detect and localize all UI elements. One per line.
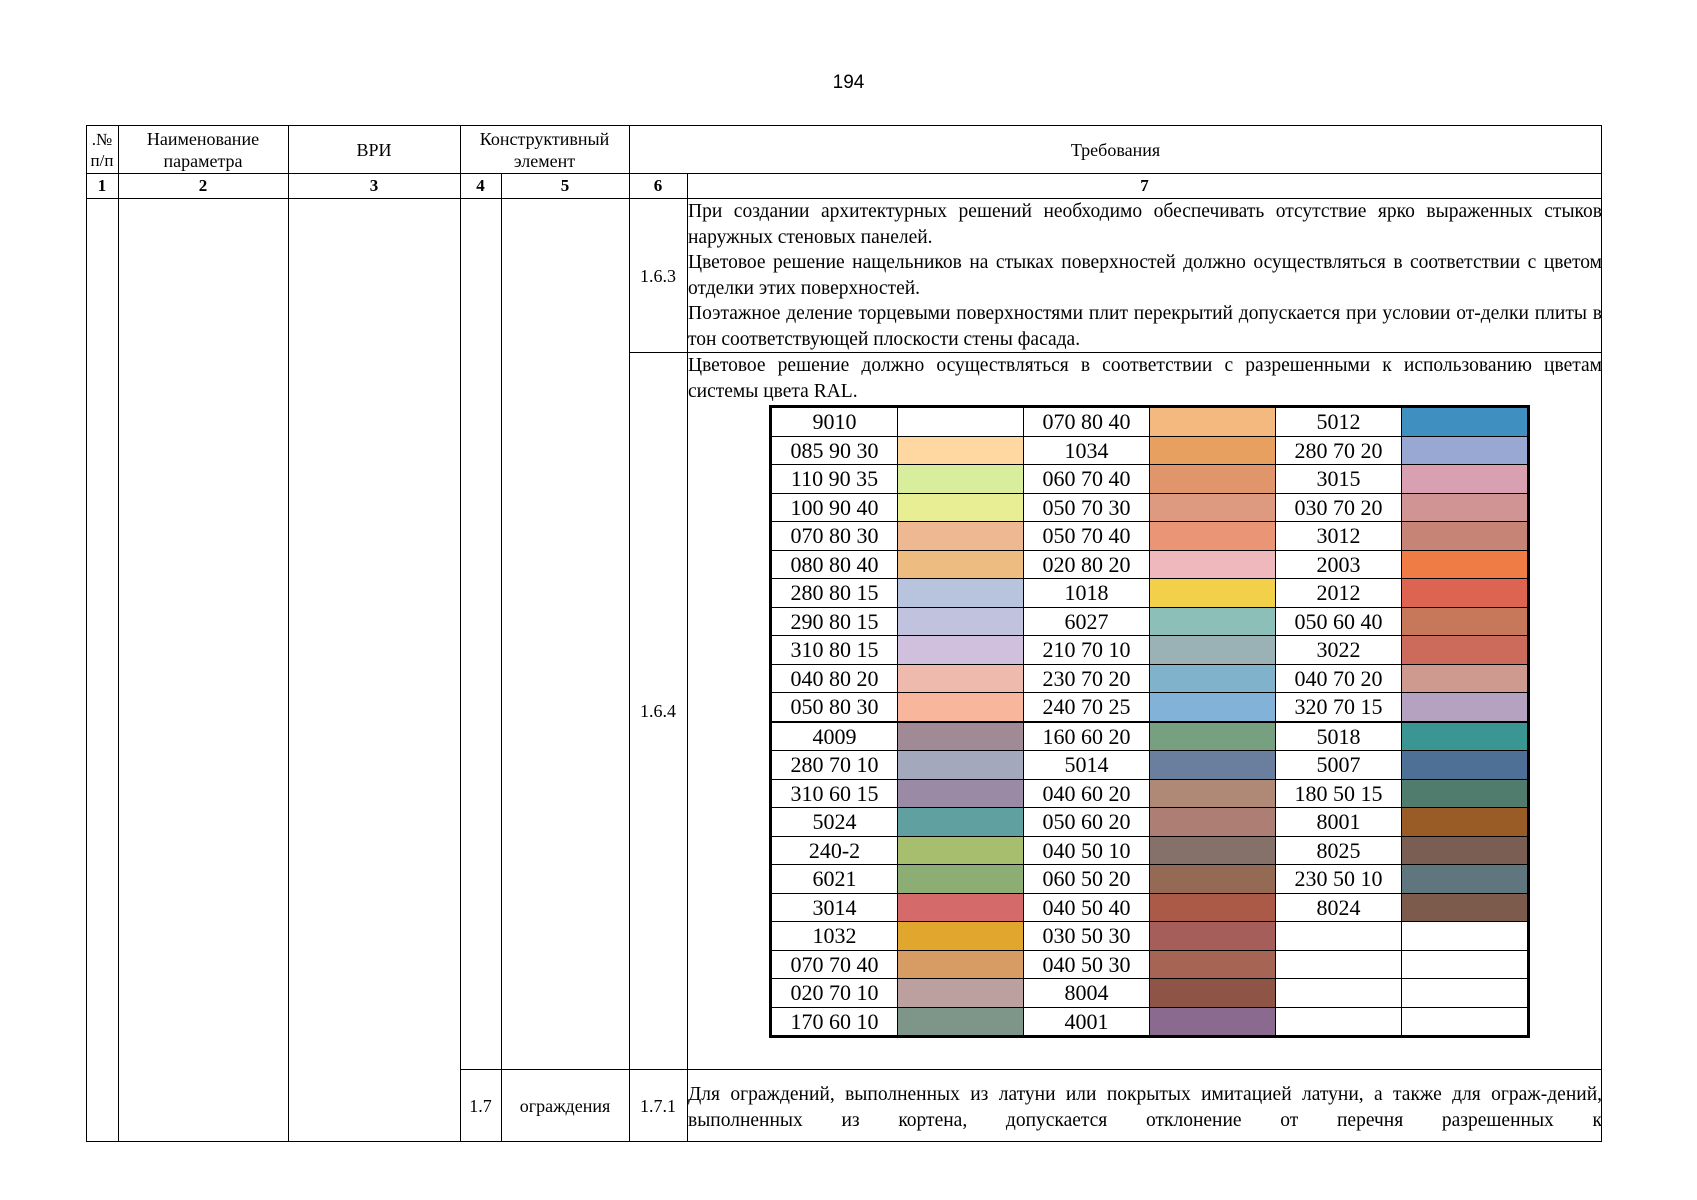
ral-swatch — [1150, 893, 1276, 922]
ral-code: 030 70 20 — [1276, 493, 1402, 522]
ral-swatch — [898, 636, 1024, 665]
ral-row — [771, 779, 1529, 808]
ral-swatch — [898, 979, 1024, 1008]
ral-swatch — [1402, 950, 1529, 979]
ral-code: 240 70 25 — [1024, 693, 1150, 722]
ral-code: 040 50 30 — [1024, 950, 1150, 979]
ral-code: 3014 — [771, 893, 898, 922]
ral-code: 050 60 20 — [1024, 808, 1150, 837]
column-divider — [118, 125, 119, 1142]
element-fences: ограждения — [519, 1096, 611, 1116]
ral-row — [771, 751, 1529, 780]
ral-code: 310 60 15 — [771, 779, 898, 808]
ral-row — [771, 522, 1529, 551]
column-number: 6 — [653, 176, 663, 195]
ral-swatch — [1150, 865, 1276, 894]
ral-swatch — [1150, 1007, 1276, 1037]
column-number: 7 — [1140, 176, 1149, 195]
ral-swatch — [1150, 779, 1276, 808]
ral-swatch — [1150, 950, 1276, 979]
header-vri: ВРИ — [356, 140, 392, 160]
header-construct: Конструктивный элемент — [479, 129, 610, 171]
ral-code: 020 70 10 — [771, 979, 898, 1008]
ral-code: 5024 — [771, 808, 898, 837]
ral-swatch — [898, 607, 1024, 636]
paragraph: Цветовое решение нащельников на стыках поверхностей должно осуществляться в соответствии с цветом отделки этих поверхностей. — [688, 252, 1602, 299]
ral-row — [771, 865, 1529, 894]
ral-code: 5007 — [1276, 751, 1402, 780]
paragraph: При создании архитектурных решений необходимо обеспечивать отсутствие ярко выраженных стыков наружных стеновых панелей. — [688, 201, 1602, 248]
column-number: 2 — [198, 176, 208, 195]
ral-swatch — [1150, 493, 1276, 522]
ral-code: 5014 — [1024, 751, 1150, 780]
ral-code — [1276, 1007, 1402, 1037]
ral-code: 050 70 40 — [1024, 522, 1150, 551]
ral-code: 080 80 40 — [771, 550, 898, 579]
ral-code: 210 70 10 — [1024, 636, 1150, 665]
ral-row — [771, 493, 1529, 522]
ral-swatch — [1402, 693, 1529, 722]
ral-code: 030 50 30 — [1024, 922, 1150, 951]
column-number: 1 — [97, 176, 107, 195]
ral-code: 040 50 40 — [1024, 893, 1150, 922]
ral-swatch — [898, 664, 1024, 693]
requirement-1-6-4 — [688, 353, 1602, 404]
ral-swatch — [898, 493, 1024, 522]
ral-swatch — [898, 922, 1024, 951]
ral-swatch — [1402, 636, 1529, 665]
ral-swatch — [1150, 579, 1276, 608]
paragraph: Поэтажное деление торцевыми поверхностями плит перекрытий допускается при условии от-делки плиты в тон соответствующей плоскости стены фасада. — [688, 303, 1602, 350]
ral-row — [771, 693, 1529, 722]
ral-code: 1018 — [1024, 579, 1150, 608]
ral-swatch — [1402, 550, 1529, 579]
ral-swatch — [1150, 465, 1276, 494]
column-divider — [288, 125, 289, 1142]
ral-code: 280 70 20 — [1276, 436, 1402, 465]
page-number: 194 — [832, 72, 865, 93]
ral-swatch — [1402, 493, 1529, 522]
ral-code: 4001 — [1024, 1007, 1150, 1037]
ral-swatch — [898, 465, 1024, 494]
ral-code: 3015 — [1276, 465, 1402, 494]
ral-swatch — [898, 1007, 1024, 1037]
header-num: .№ п/п — [90, 130, 114, 170]
ral-swatch — [898, 865, 1024, 894]
ral-swatch — [1402, 779, 1529, 808]
paragraph: Цветовое решение должно осуществляться в соответствии с разрешенными к использованию цветам системы цвета RAL. — [688, 355, 1602, 402]
ral-swatch — [1402, 522, 1529, 551]
ral-code: 040 80 20 — [771, 664, 898, 693]
ral-code: 170 60 10 — [771, 1007, 898, 1037]
ral-swatch — [1150, 751, 1276, 780]
ral-swatch — [1402, 979, 1529, 1008]
ral-swatch — [1402, 664, 1529, 693]
ral-swatch — [1150, 722, 1276, 751]
ral-code: 2003 — [1276, 550, 1402, 579]
section-1-7: 1.7 — [469, 1096, 492, 1116]
ral-swatch — [1150, 407, 1276, 437]
ral-code: 290 80 15 — [771, 607, 898, 636]
ral-code: 085 90 30 — [771, 436, 898, 465]
ral-swatch — [1150, 664, 1276, 693]
ral-code: 320 70 15 — [1276, 693, 1402, 722]
ral-row — [771, 1007, 1529, 1037]
ral-code: 4009 — [771, 722, 898, 751]
ral-code: 8025 — [1276, 836, 1402, 865]
ral-code: 160 60 20 — [1024, 722, 1150, 751]
ral-swatch — [898, 779, 1024, 808]
ral-swatch — [898, 522, 1024, 551]
ral-swatch — [1402, 579, 1529, 608]
ral-code: 310 80 15 — [771, 636, 898, 665]
ral-code: 110 90 35 — [771, 465, 898, 494]
ral-code: 3012 — [1276, 522, 1402, 551]
ral-code: 050 70 30 — [1024, 493, 1150, 522]
ral-code: 8024 — [1276, 893, 1402, 922]
ral-swatch — [1150, 522, 1276, 551]
ral-swatch — [1402, 407, 1529, 437]
ral-swatch — [1402, 722, 1529, 751]
ral-code: 020 80 20 — [1024, 550, 1150, 579]
ral-code: 8004 — [1024, 979, 1150, 1008]
ral-code: 1034 — [1024, 436, 1150, 465]
ral-code — [1276, 950, 1402, 979]
column-divider — [501, 174, 502, 1142]
ral-swatch — [1402, 607, 1529, 636]
ral-code: 6027 — [1024, 607, 1150, 636]
ral-row — [771, 465, 1529, 494]
ral-code: 100 90 40 — [771, 493, 898, 522]
requirement-1-6-3 — [688, 199, 1602, 353]
ral-swatch — [1402, 865, 1529, 894]
row-code-1-6-3: 1.6.3 — [640, 265, 676, 286]
ral-code: 050 60 40 — [1276, 607, 1402, 636]
ral-swatch — [1402, 751, 1529, 780]
ral-row — [771, 636, 1529, 665]
header-requirements: Требования — [1070, 140, 1161, 160]
row-code-1-6-4: 1.6.4 — [640, 701, 676, 721]
ral-swatch — [1150, 693, 1276, 722]
ral-swatch — [898, 751, 1024, 780]
row-code-1-7-1: 1.7.1 — [640, 1096, 676, 1116]
ral-row — [771, 579, 1529, 608]
header-param: Наименование параметра — [146, 129, 260, 171]
ral-swatch — [1150, 922, 1276, 951]
ral-swatch — [1402, 893, 1529, 922]
ral-swatch — [1402, 1007, 1529, 1037]
ral-code — [1276, 979, 1402, 1008]
column-number: 3 — [369, 176, 379, 195]
ral-code: 8001 — [1276, 808, 1402, 837]
ral-swatch — [1150, 636, 1276, 665]
ral-swatch — [1402, 465, 1529, 494]
ral-row — [771, 893, 1529, 922]
ral-code: 040 60 20 — [1024, 779, 1150, 808]
ral-code: 060 70 40 — [1024, 465, 1150, 494]
ral-row — [771, 664, 1529, 693]
ral-swatch — [1150, 436, 1276, 465]
ral-swatch — [898, 693, 1024, 722]
ral-swatch — [1150, 808, 1276, 837]
ral-code: 1032 — [771, 922, 898, 951]
ral-row — [771, 607, 1529, 636]
ral-swatch — [898, 550, 1024, 579]
ral-code: 040 70 20 — [1276, 664, 1402, 693]
ral-swatch — [1150, 979, 1276, 1008]
ral-code: 230 50 10 — [1276, 865, 1402, 894]
ral-code: 5018 — [1276, 722, 1402, 751]
ral-code: 040 50 10 — [1024, 836, 1150, 865]
ral-row — [771, 550, 1529, 579]
requirement-1-7-1 — [688, 1082, 1602, 1140]
ral-code: 060 50 20 — [1024, 865, 1150, 894]
ral-row — [771, 436, 1529, 465]
ral-swatch — [898, 436, 1024, 465]
ral-swatch — [1402, 922, 1529, 951]
ral-code: 240-2 — [771, 836, 898, 865]
ral-code: 9010 — [771, 407, 898, 437]
ral-swatch — [898, 722, 1024, 751]
column-number: 5 — [560, 176, 570, 195]
ral-swatch — [898, 836, 1024, 865]
ral-row — [771, 407, 1529, 437]
ral-swatch — [898, 808, 1024, 837]
ral-row — [771, 950, 1529, 979]
ral-swatch — [1150, 550, 1276, 579]
ral-code: 3022 — [1276, 636, 1402, 665]
ral-code: 230 70 20 — [1024, 664, 1150, 693]
ral-row — [771, 808, 1529, 837]
ral-color-table — [769, 405, 1530, 1038]
ral-code: 070 80 30 — [771, 522, 898, 551]
ral-swatch — [1402, 836, 1529, 865]
ral-code: 280 80 15 — [771, 579, 898, 608]
ral-code: 5012 — [1276, 407, 1402, 437]
ral-code — [1276, 922, 1402, 951]
ral-code: 280 70 10 — [771, 751, 898, 780]
ral-code: 180 50 15 — [1276, 779, 1402, 808]
ral-code: 070 80 40 — [1024, 407, 1150, 437]
paragraph: Для ограждений, выполненных из латуни или покрытых имитацией латуни, а также для ограж-дений, выполненных из кортена, допускается отклонение от перечня разрешенных к — [688, 1084, 1602, 1131]
ral-code: 070 70 40 — [771, 950, 898, 979]
column-number: 4 — [476, 176, 485, 195]
ral-swatch — [898, 579, 1024, 608]
ral-row — [771, 979, 1529, 1008]
ral-row — [771, 722, 1529, 751]
ral-swatch — [1402, 808, 1529, 837]
ral-swatch — [898, 893, 1024, 922]
ral-code: 6021 — [771, 865, 898, 894]
ral-row — [771, 836, 1529, 865]
ral-code: 2012 — [1276, 579, 1402, 608]
ral-swatch — [898, 950, 1024, 979]
ral-swatch — [898, 407, 1024, 437]
ral-swatch — [1150, 836, 1276, 865]
ral-swatch — [1150, 607, 1276, 636]
ral-code: 050 80 30 — [771, 693, 898, 722]
column-divider — [460, 125, 461, 1142]
ral-swatch — [1402, 436, 1529, 465]
ral-row — [771, 922, 1529, 951]
